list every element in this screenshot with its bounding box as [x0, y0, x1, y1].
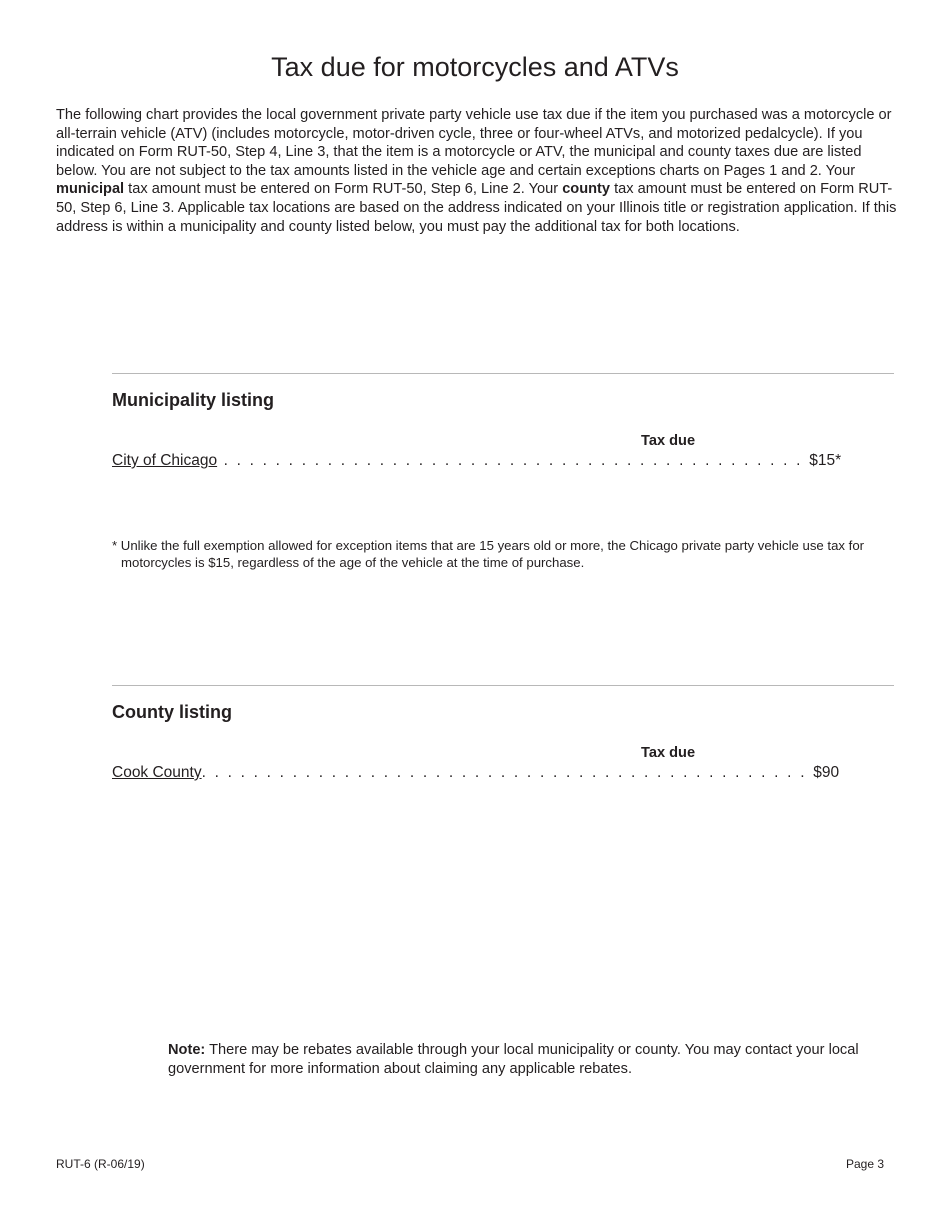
intro-bold-municipal: municipal — [56, 181, 125, 198]
municipality-divider — [112, 373, 894, 374]
page-title: Tax due for motorcycles and ATVs — [271, 52, 679, 82]
county-heading: County listing — [112, 702, 232, 722]
municipality-entry — [112, 451, 842, 471]
county-name: Cook County — [112, 764, 202, 781]
county-divider — [112, 685, 894, 686]
form-identifier: RUT-6 (R-06/19) — [56, 1157, 145, 1171]
municipality-tax-due-header: Tax due — [641, 433, 696, 449]
intro-text-2: tax amount must be entered on Form RUT-50, Step 6, Line 2. Your — [124, 181, 563, 198]
intro-paragraph — [56, 106, 898, 236]
leader-dots: . . . . . . . . . . . . . . . . . . . . . . . . . . . . . . . . . . . . . . . . . . . . . — [217, 452, 810, 469]
county-entry — [112, 763, 840, 783]
intro-bold-county: county — [562, 181, 611, 198]
intro-text-1: The following chart provides the local government private party vehicle use tax due if the item you purchased was a motorcycle or all-terrain vehicle (ATV) (includes motorcycle, motor-driven cycle, three or four-wheel ATVs, and motorized pedalcycle). If you indicated on Form RUT-50, Step 4, Line 3, that the item is a motorcycle or ATV, the municipal and county taxes due are listed below. You are not subject to the tax amounts listed in the vehicle age and certain exceptions charts on Pages 1 and 2. Your — [56, 107, 892, 179]
intro-text-3: tax amount must be entered on Form RUT-50, Step 6, Line 3. Applicable tax locations are based on the address indicated on your Illinois title or registration application. If this address is within a municipality and county listed below, you must pay the additional tax for both locations. — [56, 181, 897, 235]
note-label: Note: — [168, 1042, 206, 1058]
municipality-name: City of Chicago — [112, 452, 218, 469]
rebate-note — [168, 1041, 878, 1078]
page-number: Page 3 — [846, 1157, 885, 1171]
municipality-heading: Municipality listing — [112, 390, 275, 410]
county-tax-due-header: Tax due — [641, 745, 696, 761]
municipality-amount: $15* — [809, 452, 842, 469]
note-text: There may be rebates available through your local municipality or county. You may contact your local government for more information about claiming any applicable rebates. — [168, 1042, 859, 1077]
county-amount: $90 — [813, 764, 840, 781]
municipality-footnote: * Unlike the full exemption allowed for exception items that are 15 years old or more, the Chicago private party vehicle use tax for motorcycles is $15, regardless of the age of the vehicle at the time of purchase. — [112, 538, 865, 570]
leader-dots: . . . . . . . . . . . . . . . . . . . . . . . . . . . . . . . . . . . . . . . . . . . . . . . — [201, 764, 814, 781]
